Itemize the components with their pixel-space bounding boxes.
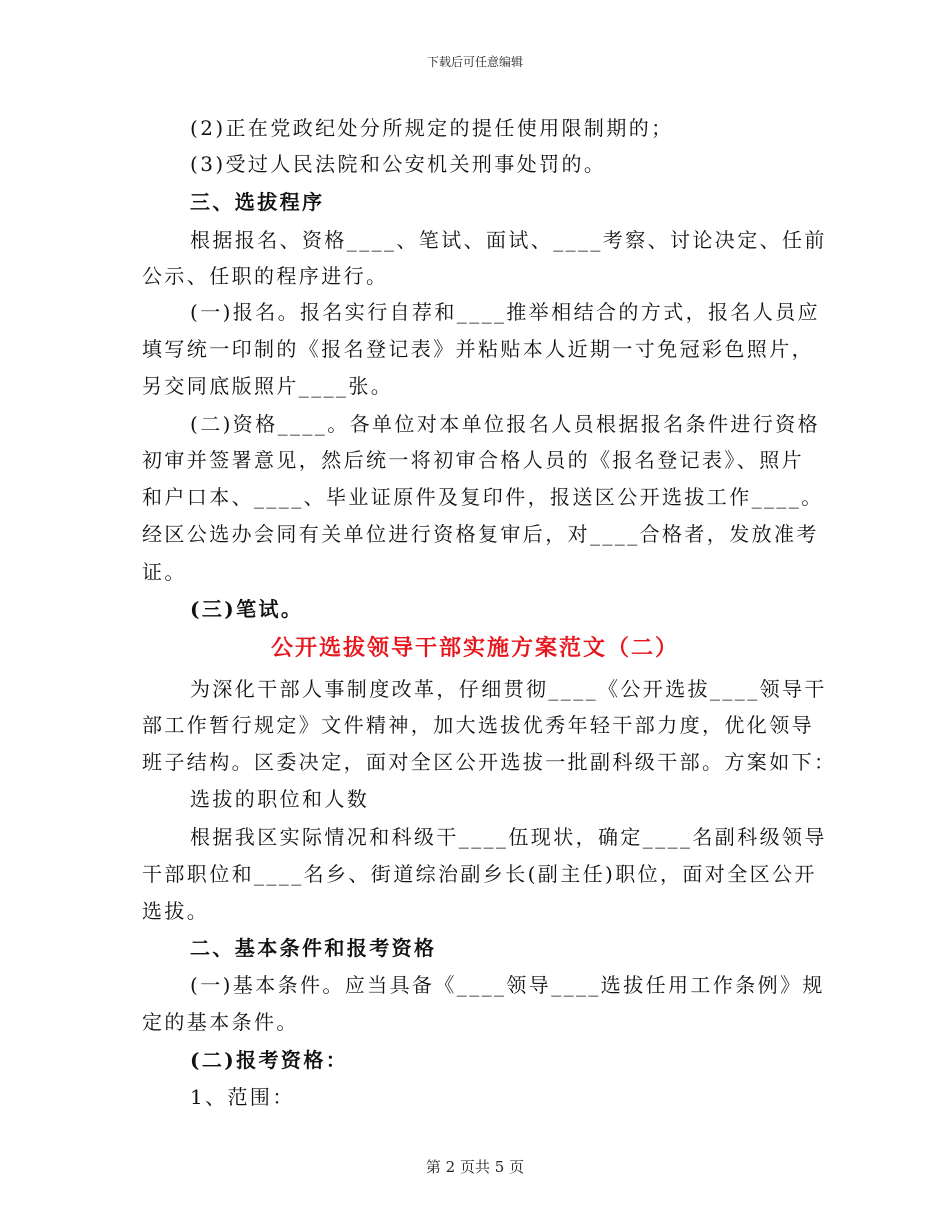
paragraph-line: (一)报名。报名实行自荐和____推举相结合的方式，报名人员应	[190, 300, 821, 324]
paragraph-line: (3)受过人民法院和公安机关刑事处罚的。	[190, 152, 607, 176]
page-footer: 第 2 页共 5 页	[425, 1158, 525, 1176]
paragraph-line: 1、范围：	[190, 1085, 295, 1109]
section-heading: (三)笔试。	[190, 597, 304, 621]
paragraph-line: (2)正在党政纪处分所规定的提任使用限制期的；	[190, 116, 674, 140]
paragraph-line: 选拔。	[142, 899, 210, 923]
paragraph-line: 定的基本条件。	[142, 1010, 299, 1034]
paragraph-line: (二)资格____。各单位对本单位报名人员根据报名条件进行资格	[190, 412, 821, 436]
paragraph-line: 另交同底版照片____张。	[142, 374, 394, 398]
paragraph-line: 为深化干部人事制度改革，仔细贯彻____《公开选拔____领导干	[190, 677, 827, 701]
paragraph-line: 班子结构。区委决定，面对全区公开选拔一批副科级干部。方案如下：	[142, 750, 837, 774]
paragraph-line: (一)基本条件。应当具备《____领导____选拔任用工作条例》规	[190, 973, 825, 997]
paragraph-line: 根据报名、资格____、笔试、面试、____考察、讨论决定、任前	[190, 228, 827, 252]
paragraph-line: 公示、任职的程序进行。	[142, 264, 389, 288]
paragraph-line: 干部职位和____名乡、街道综治副乡长(副主任)职位，面对全区公开	[142, 862, 817, 886]
paragraph-line: 初审并签署意见，然后统一将初审合格人员的《报名登记表》、照片	[142, 448, 804, 472]
document-title: 公开选拔领导干部实施方案范文（二）	[270, 635, 679, 661]
paragraph-line: 证。	[142, 560, 187, 584]
section-heading: (二)报考资格：	[190, 1048, 349, 1072]
paragraph-line: 部工作暂行规定》文件精神，加大选拔优秀年轻干部力度，优化领导	[142, 713, 814, 737]
paragraph-line: 填写统一印制的《报名登记表》并粘贴本人近期一寸免冠彩色照片，	[142, 337, 814, 361]
section-heading: 二、基本条件和报考资格	[190, 936, 437, 960]
paragraph-line: 和户口本、____、毕业证原件及复印件，报送区公开选拔工作____。	[142, 485, 824, 509]
paragraph-line: 根据我区实际情况和科级干____伍现状，确定____名副科级领导	[190, 825, 827, 849]
paragraph-line: 选拔的职位和人数	[190, 787, 370, 811]
section-heading: 三、选拔程序	[190, 190, 325, 214]
page-header: 下载后可任意编辑	[426, 55, 523, 69]
paragraph-line: 经区公选办会同有关单位进行资格复审后，对____合格者，发放准考	[142, 522, 819, 546]
